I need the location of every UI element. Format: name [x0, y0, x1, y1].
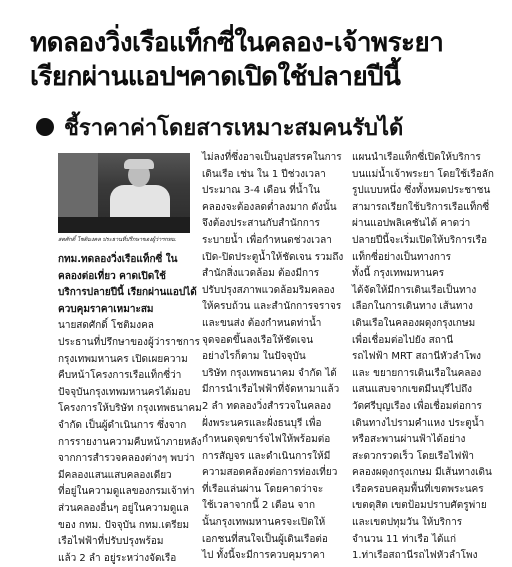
headline-line-1: ทดลองวิ่งเรือแท็กซี่ในคลอง-เจ้าพระยา [30, 28, 444, 58]
text-line: การรายงานความคืบหน้าภายหลัง [58, 436, 202, 448]
photo-person-cap [124, 159, 154, 169]
text-line: และเขตปทุมวัน ให้บริการ [352, 517, 463, 529]
article-column-2 [202, 150, 344, 565]
text-line: สะดวกรวดเร็ว โดยเรือไฟฟ้า [352, 450, 475, 462]
text-line: เดินเรือในคลองผดุงกรุงเกษม [352, 317, 476, 329]
text-line: ประมาณ 3-4 เดือน ที่น้ำใน [202, 185, 320, 197]
text-line: ประธานที่ปรึกษาของผู้ว่าราชการ [58, 336, 200, 348]
text-line: เลือกในการเดินทาง เส้นทาง [352, 301, 473, 313]
bullet-icon [36, 118, 54, 136]
text-line: ที่เรือแล่นผ่าน โดยคาดว่าจะ [202, 483, 324, 495]
text-line: โครงการให้บริษัท กรุงเทพธนาคม [58, 403, 202, 415]
photo-caption: สดศักดิ์ โชติมงคล ประธานที่ปรึกษาของผู้ว่าฯกทม. [58, 237, 177, 243]
text-line: และขนส่ง ต้องกำหนดท่าน้ำ [202, 317, 322, 329]
text-line: ใช้เวลาจากนี้ 2 เดือน จาก [202, 500, 315, 512]
text-line: 2 ลำ ทดลองวิ่งสำรวจในคลอง [202, 400, 332, 412]
subheadline [36, 114, 476, 144]
text-line: ที่อยู่ในความดูแลของกรมเจ้าท่า [58, 486, 195, 498]
text-line: หรือสะพานผ่านฟ้าได้อย่าง [352, 434, 466, 446]
text-line: เปิด-ปิดประตูน้ำให้ชัดเจน รวมถึง [202, 251, 344, 263]
text-line: จำนวน 11 ท่าเรือ ได้แก่ [352, 533, 457, 545]
text-line: จำกัด เป็นผู้ดำเนินการ ซึ่งจาก [58, 419, 187, 431]
text-line: รถไฟฟ้า MRT สถานีหัวลำโพง [352, 351, 481, 363]
text-line: ได้จัดให้มีการเดินเรือเป็นทาง [352, 284, 477, 296]
text-line: จุดจอดขึ้นลงเรือให้ชัดเจน [202, 334, 314, 346]
text-line: ความสอดคล้องต่อการท่องเที่ยว [202, 467, 338, 479]
text-line: ไม่ลงที่ซึ่งอาจเป็นอุปสรรคในการ [202, 152, 342, 163]
text-line: เรือไฟฟ้าที่ปรับปรุงพร้อม [58, 536, 164, 548]
text-line: ให้ครบถ้วน และสำนักการจราจร [202, 301, 342, 313]
text-line: บริษัท กรุงเทพธนาคม จำกัด ได้ [202, 367, 337, 379]
news-photo [58, 153, 190, 233]
text-line: แท็กซี่อย่างเป็นทางการ [352, 251, 451, 263]
text-line: ทั้งนี้ กรุงเทพมหานคร [352, 268, 445, 280]
text-line: เดินทางไปรามคำแหง ประตูน้ำ [352, 417, 485, 429]
text-line: คืบหน้าโครงการเรือแท็กซี่ว่า [58, 370, 182, 382]
text-line: ระบายน้ำ เพื่อกำหนดช่วงเวลา [202, 234, 332, 246]
photo-desk [58, 217, 190, 233]
text-line: กทม.ทดลองวิ่งเรือแท็กซี่ ใน [58, 254, 178, 265]
text-line: จากการสำรวจคลองต่างๆ พบว่า [58, 453, 195, 465]
article-column-1 [58, 252, 202, 567]
text-line: เพื่อเชื่อมต่อไปยัง สถานี [352, 334, 454, 346]
text-line: คลองผดุงกรุงเกษม มีเส้นทางเดิน [352, 467, 492, 479]
text-line: ปัจจุบันกรุงเทพมหานครได้มอบ [58, 386, 191, 398]
text-line: มีการนำเรือไฟฟ้าที่จัดหามาแล้ว [202, 384, 340, 396]
text-line: รูปแบบหนึ่ง ซึ่งทั้งหมดประชาชน [352, 185, 491, 197]
text-line: กำหนดจุดขาร์จไฟให้พร้อมต่อ [202, 434, 331, 446]
text-line: จึงต้องประสานกับสำนักการ [202, 218, 320, 230]
text-line: นั้นกรุงเทพมหานครจะเปิดให้ [202, 517, 326, 529]
text-line: ของ กทม. ปัจจุบัน กทม.เตรียม [58, 519, 190, 531]
headline [30, 26, 490, 94]
headline-line-2: เรียกผ่านแอปฯคาดเปิดใช้ปลายปีนี้ [30, 62, 401, 92]
text-line: ปลายปีนี้จะเริ่มเปิดให้บริการเรือ [352, 234, 488, 246]
text-line: เรือครอบคลุมพื้นที่เขตพระนคร [352, 483, 484, 495]
text-line: ไป ทั้งนี้จะมีการควบคุมราคา [202, 550, 325, 562]
text-line: มีคลองแสนแสบคลองเดียว [58, 469, 172, 481]
text-line: บนแม่น้ำเจ้าพระยา โดยใช้เรือลัก [352, 168, 494, 180]
text-line: กรุงเทพมหานคร เปิดเผยความ [58, 353, 188, 365]
text-line: ฝั่งพระนครและฝั่งธนบุรี เพื่อ [202, 417, 322, 429]
text-line: ส่วนคลองอื่นๆ อยู่ในความดูแล [58, 502, 189, 514]
article-body-1 [58, 318, 202, 567]
text-line: สำนักสิ่งแวดล้อม ต้องมีการ [202, 268, 320, 280]
text-line: คลองจะต้องลดต่ำลงมาก ดังนั้น [202, 201, 337, 213]
text-line: สามารถเรียกใช้บริการเรือแท็กซี่ [352, 201, 490, 213]
text-line: ผ่านแอปพลิเคชันได้ คาดว่า [352, 218, 471, 230]
text-line: แสนแสบจากเขตมีนบุรีไปถึง [352, 384, 473, 396]
text-line: เดินเรือ เช่น ใน 1 ปีช่วงเวลา [202, 168, 326, 180]
article-column-3 [352, 150, 494, 565]
text-line: อย่างไรก็ตาม ในปัจจุบัน [202, 351, 306, 363]
text-line: เอกชนที่สนใจเป็นผู้เดินเรือต่อ [202, 533, 328, 545]
text-line: ปรับปรุงสภาพแวดล้อมริมคลอง [202, 284, 335, 296]
text-line: และ ขยายการเดินเรือในคลอง [352, 367, 482, 379]
text-line: แผนนำเรือแท็กซี่เปิดให้บริการ [352, 152, 481, 163]
subheadline-text: ชี้ราคาค่าโดยสารเหมาะสมคนรับได้ [64, 116, 404, 141]
text-line: ควบคุมราคาเหมาะสม [58, 303, 154, 315]
text-line: แล้ว 2 ลำ อยู่ระหว่างจัดเรือ [58, 552, 177, 564]
text-line: บริการปลายปีนี้ เรียกผ่านแอปได้ [58, 287, 197, 299]
text-line: 1.ท่าเรือสถานีรถไฟหัวลำโพง [352, 550, 478, 562]
text-line: คลองต่อเที่ยว คาดเปิดใช้ [58, 270, 166, 282]
text-line: วัดศรีบุญเรือง เพื่อเชื่อมต่อการ [352, 400, 482, 412]
article-lead [58, 252, 197, 318]
text-line: เขตดุสิต เขตป้อมปราบศัตรูพ่าย [352, 500, 487, 512]
text-line: นายสดศักดิ์ โชติมงคล [58, 320, 154, 332]
text-line: การสัญจร และดำเนินการให้มี [202, 450, 331, 462]
